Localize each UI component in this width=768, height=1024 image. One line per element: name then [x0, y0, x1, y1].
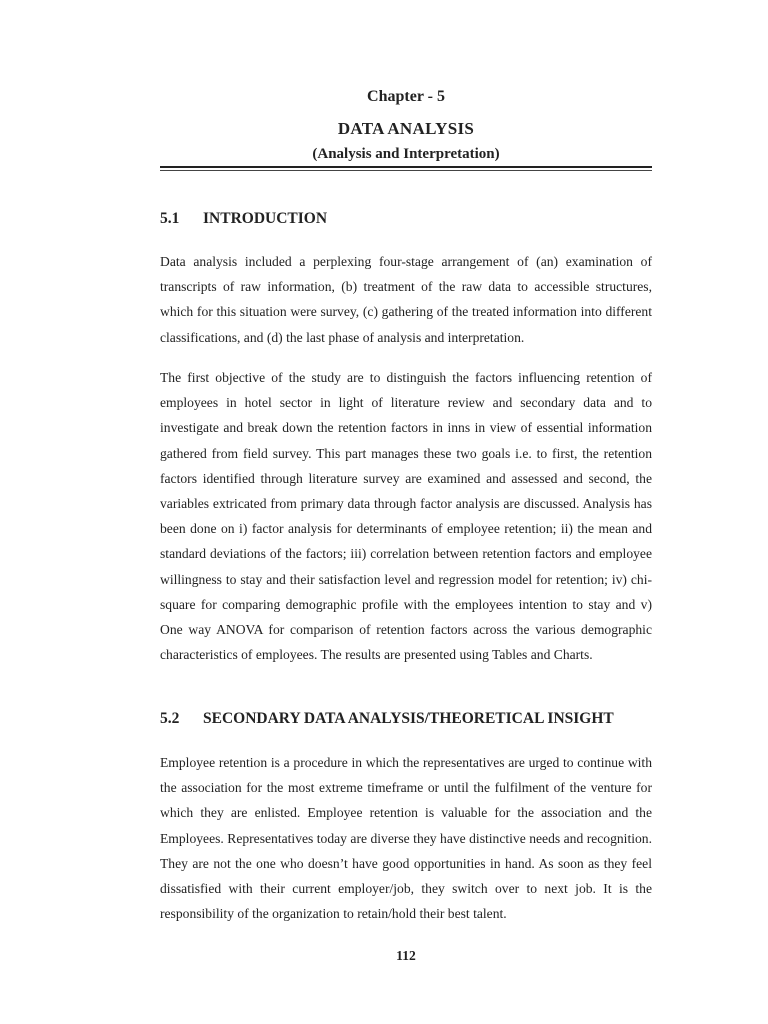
page-number: 112	[396, 948, 416, 963]
section-title: INTRODUCTION	[203, 210, 328, 227]
page-title: DATA ANALYSIS	[337, 119, 475, 138]
chapter-label: Chapter - 5	[367, 88, 445, 105]
title-rule-thick	[160, 166, 652, 168]
page-subtitle: (Analysis and Interpretation)	[312, 146, 500, 162]
section-title: SECONDARY DATA ANALYSIS/THEORETICAL INSIGHT	[203, 710, 614, 727]
title-rule-thin	[160, 170, 652, 171]
section-heading-secondary	[160, 709, 652, 729]
paragraph-intro-2: The first objective of the study are to distinguish the factors influencing retention of employees in hotel sector in light of literature review and secondary data and to investigate and break down the retention factors in inns in view of essential information gathered from field survey. This part manages these two goals i.e. to first, the retention factors identified through literature survey are examined and assessed and second, the variables extricated from primary data through factor analysis are discussed. Analysis has been done on i) factor analysis for determinants of employee retention; ii) the mean and standard deviations of the factors; iii) correlation between retention factors and employee willingness to stay and their satisfaction level and regression model for retention; iv) chi-square for comparing demographic profile with the employees intention to stay and v) One way ANOVA for comparison of retention factors across the various demographic characteristics of employees. The results are presented using Tables and Charts.	[160, 370, 652, 663]
section-number: 5.1	[160, 210, 180, 227]
section-heading-intro	[160, 209, 652, 229]
paragraph-intro-1: Data analysis included a perplexing four-stage arrangement of (an) examination of transcripts of raw information, (b) treatment of the raw data to accessible structures, which for this situation were survey, (c) gathering of the treated information into different classifications, and (d) the last phase of analysis and interpretation.	[160, 254, 652, 345]
paragraph-secondary-1: Employee retention is a procedure in which the representatives are urged to continue with the association for the most extreme timeframe or until the fulfilment of the venture for which they are enlisted. Employee retention is valuable for the association and the Employees. Representatives today are diverse they have distinctive needs and recognition. They are not the one who doesn’t have good opportunities in hand. As soon as they feel dissatisfied with their current employer/job, they switch over to next job. It is the responsibility of the organization to retain/hold their best talent.	[160, 755, 652, 922]
section-number: 5.2	[160, 710, 180, 727]
